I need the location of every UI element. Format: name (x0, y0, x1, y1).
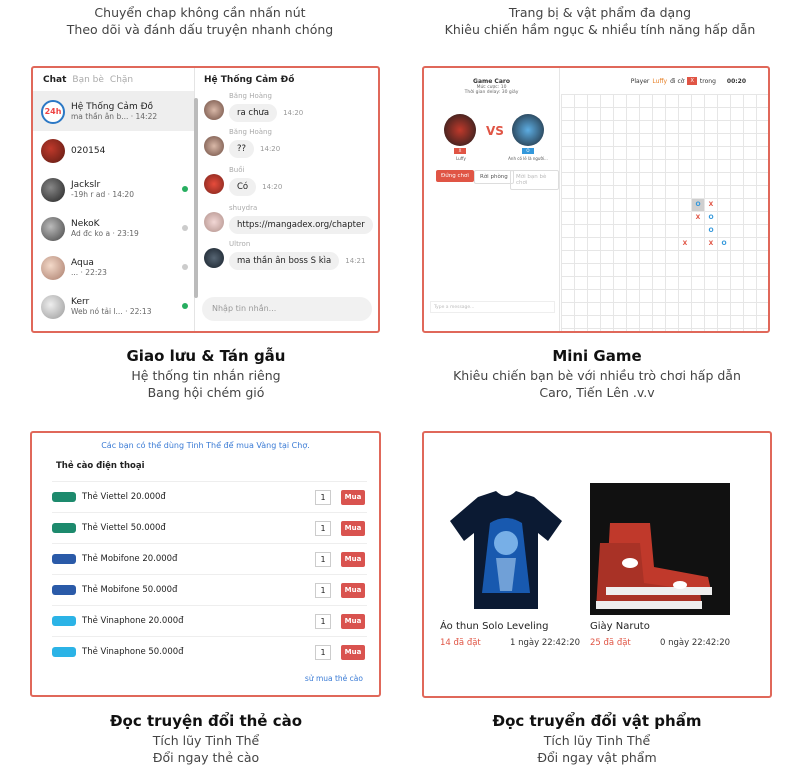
message (204, 92, 303, 122)
quantity-input[interactable]: 1 (315, 583, 331, 598)
top-left-line-1: Chuyển chap không cần nhấn nút (94, 5, 306, 20)
buy-button[interactable]: Mua (341, 645, 365, 660)
player1-name: Luffy (456, 156, 466, 161)
avatar-icon (204, 248, 224, 268)
caption-title: Đọc truyện đổi thẻ cào (109, 712, 303, 730)
game-chat-input[interactable]: Type a message... (430, 301, 555, 313)
caption-title: Giao lưu & Tán gẫu (126, 347, 286, 365)
conversation-preview: -19h r ad · 14:20 (71, 190, 134, 199)
top-left-caption (0, 4, 400, 38)
card-row (52, 605, 367, 636)
top-right-line-1: Trang bị & vật phẩm đa dạng (508, 5, 692, 20)
conversation-name: Kerr (71, 297, 90, 307)
conversation-list (33, 68, 195, 331)
buy-button[interactable]: Mua (341, 583, 365, 598)
leave-room-button[interactable]: Rời phòng (474, 170, 514, 184)
game-caption (397, 345, 797, 401)
top-left-line-2: Theo dõi và đánh dấu truyện nhanh chóng (66, 22, 334, 37)
turn-timer: 00:20 (726, 77, 746, 85)
caro-board[interactable] (561, 94, 768, 331)
message-author: Băng Hoàng (229, 128, 272, 136)
quantity-input[interactable]: 1 (315, 645, 331, 660)
player1-mark-x: X (454, 148, 466, 154)
tshirt-image (440, 483, 572, 615)
item-shop-panel (422, 431, 772, 698)
tab-blocked[interactable]: Chặn (109, 74, 134, 85)
caro-mark: X (708, 240, 714, 247)
caption-title: Mini Game (552, 347, 642, 365)
player2-avatar (512, 114, 544, 146)
24h-logo-icon: 24h (41, 100, 65, 124)
card-name: Thẻ Viettel 50.000đ (82, 523, 166, 533)
avatar-icon (41, 217, 65, 241)
caption-line: Hệ thống tin nhắn riêng (131, 368, 281, 383)
caption-line: Tích lũy Tinh Thể (543, 733, 651, 748)
caro-mark: O (692, 199, 704, 211)
caro-mark: O (721, 240, 727, 247)
conversation-item[interactable] (33, 92, 194, 131)
message-text: ma thần ân boss S kìa (229, 252, 339, 270)
tab-chat[interactable]: Chat (43, 74, 67, 85)
avatar-icon (204, 174, 224, 194)
caro-mark: X (695, 214, 701, 221)
turn-mark: X (687, 77, 696, 85)
avatar-icon (204, 136, 224, 156)
message-text: https://mangadex.org/chapter (229, 216, 373, 234)
item-name: Giày Naruto (590, 621, 650, 632)
conversation-preview: ... · 22:23 (71, 268, 107, 277)
caption-line: Bang hội chém gió (147, 385, 265, 400)
message-text: ra chưa (229, 104, 277, 122)
player1-avatar (444, 114, 476, 146)
top-right-caption (400, 4, 800, 38)
avatar-icon (41, 256, 65, 280)
conversation-preview: ma thần ân b... · 14:22 (71, 112, 158, 121)
caption-line: Đổi ngay vật phẩm (537, 750, 657, 765)
turn-indicator (564, 68, 768, 94)
avatar-icon (41, 178, 65, 202)
invite-friends-button[interactable]: Mời bạn bè chơi (510, 170, 559, 190)
message-author: shuydra (229, 204, 258, 212)
conversation-item[interactable] (33, 170, 194, 209)
conversation-preview: Web nó tải l... · 22:13 (71, 307, 152, 316)
caro-game-panel (422, 66, 770, 333)
message (204, 128, 280, 158)
message (204, 166, 282, 196)
caption-line: Khiêu chiến bạn bè với nhiều trò chơi hấp dẫn (453, 368, 741, 383)
chat-tabs (33, 68, 194, 92)
message (204, 204, 373, 234)
offline-status-icon (182, 264, 188, 270)
buy-button[interactable]: Mua (341, 552, 365, 567)
naruto-shoes-image (590, 483, 730, 615)
card-row (52, 481, 367, 512)
play-button[interactable]: Đứng chơi (436, 170, 474, 182)
conversation-preview: Ad đc ko a · 23:19 (71, 229, 139, 238)
conversation-item[interactable] (33, 287, 194, 326)
online-status-icon (182, 303, 188, 309)
offline-status-icon (182, 225, 188, 231)
mobifone-logo-icon (52, 554, 76, 564)
tab-friends[interactable]: Bạn bè (72, 74, 104, 85)
card-name: Thẻ Mobifone 20.000đ (82, 554, 178, 564)
turn-prefix: Player (630, 77, 650, 85)
message-author: Ultron (229, 240, 251, 248)
conversation-name: Jackslr (71, 180, 101, 190)
caro-mark: O (708, 227, 714, 234)
conversation-name: 020154 (71, 145, 106, 156)
conversation-item[interactable] (33, 248, 194, 287)
card-name: Thẻ Vinaphone 20.000đ (82, 616, 184, 626)
turn-in: trong (699, 77, 716, 85)
game-delay: Thời gian delay: 30 giây (464, 90, 519, 95)
message-pane (196, 68, 378, 331)
caro-mark: X (682, 240, 688, 247)
message-time: 14:20 (283, 109, 304, 117)
cards-caption (6, 710, 406, 766)
message-input[interactable]: Nhập tin nhắn... (202, 297, 372, 321)
item-sold-count: 14 đã đặt (440, 638, 481, 648)
vinaphone-logo-icon (52, 616, 76, 626)
caption-line: Caro, Tiến Lên .v.v (539, 385, 655, 400)
cards-heading: Thẻ cào điện thoại (56, 461, 145, 471)
card-row (52, 543, 367, 574)
conversation-item[interactable] (33, 131, 194, 170)
buy-button[interactable]: Mua (341, 490, 365, 505)
shop-caption (397, 710, 797, 766)
message-text: ?? (229, 140, 254, 158)
message-time: 14:21 (345, 257, 366, 265)
chat-caption (6, 345, 406, 401)
buy-button[interactable]: Mua (341, 521, 365, 536)
top-right-line-2: Khiêu chiến hầm ngục & nhiều tính năng hấp dẫn (444, 22, 756, 37)
item-countdown: 1 ngày 22:42:20 (510, 638, 581, 648)
card-row (52, 574, 367, 605)
message-time: 14:20 (260, 145, 281, 153)
message-author: Buồi (229, 166, 245, 174)
game-title: Game Caro (473, 78, 510, 85)
cards-note: Các bạn có thể dùng Tinh Thể để mua Vàng tại Chợ. (101, 441, 310, 450)
chat-title: Hệ Thống Cảm Đồ (204, 75, 295, 85)
quantity-input[interactable]: 1 (315, 552, 331, 567)
card-name: Thẻ Viettel 20.000đ (82, 492, 166, 502)
game-bet: Mức cược: 10 (476, 85, 507, 90)
caption-line: Tích lũy Tinh Thể (152, 733, 260, 748)
game-sidebar (424, 68, 560, 331)
avatar-icon (204, 212, 224, 232)
quantity-input[interactable]: 1 (315, 614, 331, 629)
vs-label: VS (486, 124, 504, 138)
item-countdown: 0 ngày 22:42:20 (660, 638, 731, 648)
avatar-icon (41, 295, 65, 319)
phone-card-panel (30, 431, 381, 697)
mobifone-logo-icon (52, 585, 76, 595)
quantity-input[interactable]: 1 (315, 521, 331, 536)
card-row (52, 512, 367, 543)
conversation-name: Hệ Thống Cảm Đồ (71, 102, 154, 112)
caro-mark: O (708, 214, 714, 221)
message-author: Băng Hoàng (229, 92, 272, 100)
avatar-icon (41, 139, 65, 163)
card-name: Thẻ Mobifone 50.000đ (82, 585, 178, 595)
item-name: Áo thun Solo Leveling (440, 621, 549, 632)
chat-panel (31, 66, 380, 333)
conversation-name: NekoK (71, 219, 100, 229)
purchase-history-link[interactable]: sử mua thẻ cào (304, 674, 363, 683)
message-time: 14:20 (262, 183, 283, 191)
turn-suffix: đi cờ (670, 77, 685, 85)
message (204, 240, 365, 270)
card-row (52, 636, 367, 667)
caption-title: Đọc truyển đổi vật phẩm (492, 712, 702, 730)
item-sold-count: 25 đã đặt (590, 638, 631, 648)
turn-player: Luffy (652, 77, 668, 85)
player2-mark-o: O (522, 148, 534, 154)
conversation-item[interactable] (33, 209, 194, 248)
caption-line: Đổi ngay thẻ cào (152, 750, 260, 765)
message-text: Có (229, 178, 256, 196)
card-name: Thẻ Vinaphone 50.000đ (82, 647, 184, 657)
player2-name: Anh có lẽ là người... (508, 156, 548, 161)
viettel-logo-icon (52, 523, 76, 533)
caro-mark: X (708, 201, 714, 208)
conversation-name: Aqua (71, 258, 94, 268)
vinaphone-logo-icon (52, 647, 76, 657)
quantity-input[interactable]: 1 (315, 490, 331, 505)
buy-button[interactable]: Mua (341, 614, 365, 629)
avatar-icon (204, 100, 224, 120)
viettel-logo-icon (52, 492, 76, 502)
online-status-icon (182, 186, 188, 192)
